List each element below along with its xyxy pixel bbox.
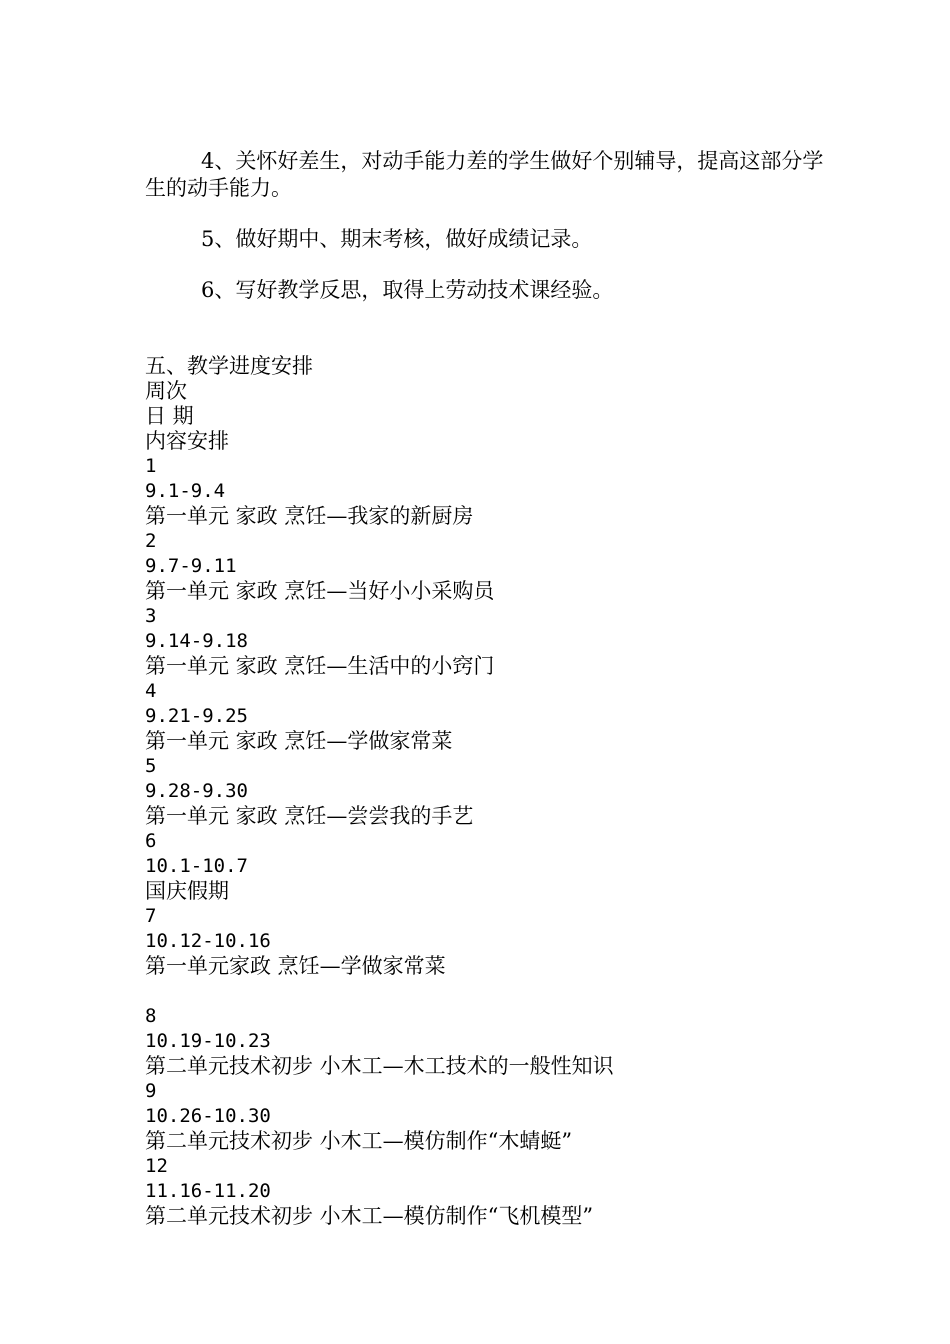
schedule-content: 国庆假期	[145, 879, 229, 903]
header-date: 日 期	[145, 404, 194, 428]
schedule-week: 6	[145, 830, 157, 852]
paragraph-6: 6、写好教学反思，取得上劳动技术课经验。	[201, 278, 614, 302]
schedule-dates: 10.19-10.23	[145, 1030, 271, 1052]
schedule-week: 4	[145, 680, 157, 702]
schedule-dates: 9.28-9.30	[145, 780, 248, 802]
schedule-week: 7	[145, 905, 157, 927]
schedule-content: 第一单元 家政 烹饪—当好小小采购员	[145, 579, 495, 603]
header-week: 周次	[145, 379, 187, 403]
schedule-dates: 11.16-11.20	[145, 1180, 271, 1202]
schedule-row	[145, 529, 825, 604]
schedule-row	[145, 1154, 825, 1229]
schedule-content: 第一单元 家政 烹饪—学做家常菜	[145, 729, 453, 753]
schedule-content: 第一单元 家政 烹饪—尝尝我的手艺	[145, 804, 474, 828]
schedule-row	[145, 1079, 825, 1154]
schedule-row	[145, 454, 825, 529]
schedule-list	[145, 454, 825, 1229]
schedule-content: 第一单元 家政 烹饪—我家的新厨房	[145, 504, 474, 528]
schedule-dates: 9.21-9.25	[145, 705, 248, 727]
schedule-row	[145, 604, 825, 679]
schedule-week: 3	[145, 605, 157, 627]
schedule-content: 第二单元技术初步 小木工—模仿制作“木蜻蜓”	[145, 1129, 573, 1153]
schedule-dates: 10.12-10.16	[145, 930, 271, 952]
schedule-dates: 10.1-10.7	[145, 855, 248, 877]
schedule-content: 第二单元技术初步 小木工—木工技术的一般性知识	[145, 1054, 614, 1078]
schedule-dates: 9.14-9.18	[145, 630, 248, 652]
paragraph-4: 4、关怀好差生，对动手能力差的学生做好个别辅导，提高这部分学生的动手能力。	[145, 149, 824, 200]
schedule-week: 5	[145, 755, 157, 777]
schedule-dates: 10.26-10.30	[145, 1105, 271, 1127]
schedule-week: 2	[145, 530, 157, 552]
schedule-row	[145, 1004, 825, 1079]
schedule-dates: 9.7-9.11	[145, 555, 237, 577]
schedule-row	[145, 679, 825, 754]
header-content: 内容安排	[145, 429, 229, 453]
schedule-row	[145, 829, 825, 904]
schedule-row	[145, 754, 825, 829]
section-heading: 五、教学进度安排	[145, 354, 313, 378]
paragraph-5: 5、做好期中、期末考核，做好成绩记录。	[201, 227, 593, 251]
schedule-week: 9	[145, 1080, 157, 1102]
schedule-week: 8	[145, 1005, 157, 1027]
document-page	[145, 148, 825, 1229]
schedule-week: 12	[145, 1155, 168, 1177]
schedule-dates: 9.1-9.4	[145, 480, 226, 502]
schedule-row	[145, 904, 825, 979]
schedule-content: 第一单元 家政 烹饪—生活中的小窍门	[145, 654, 495, 678]
schedule-content: 第二单元技术初步 小木工—模仿制作“飞机模型”	[145, 1204, 594, 1228]
schedule-content: 第一单元家政 烹饪—学做家常菜	[145, 954, 446, 978]
schedule-week: 1	[145, 455, 157, 477]
